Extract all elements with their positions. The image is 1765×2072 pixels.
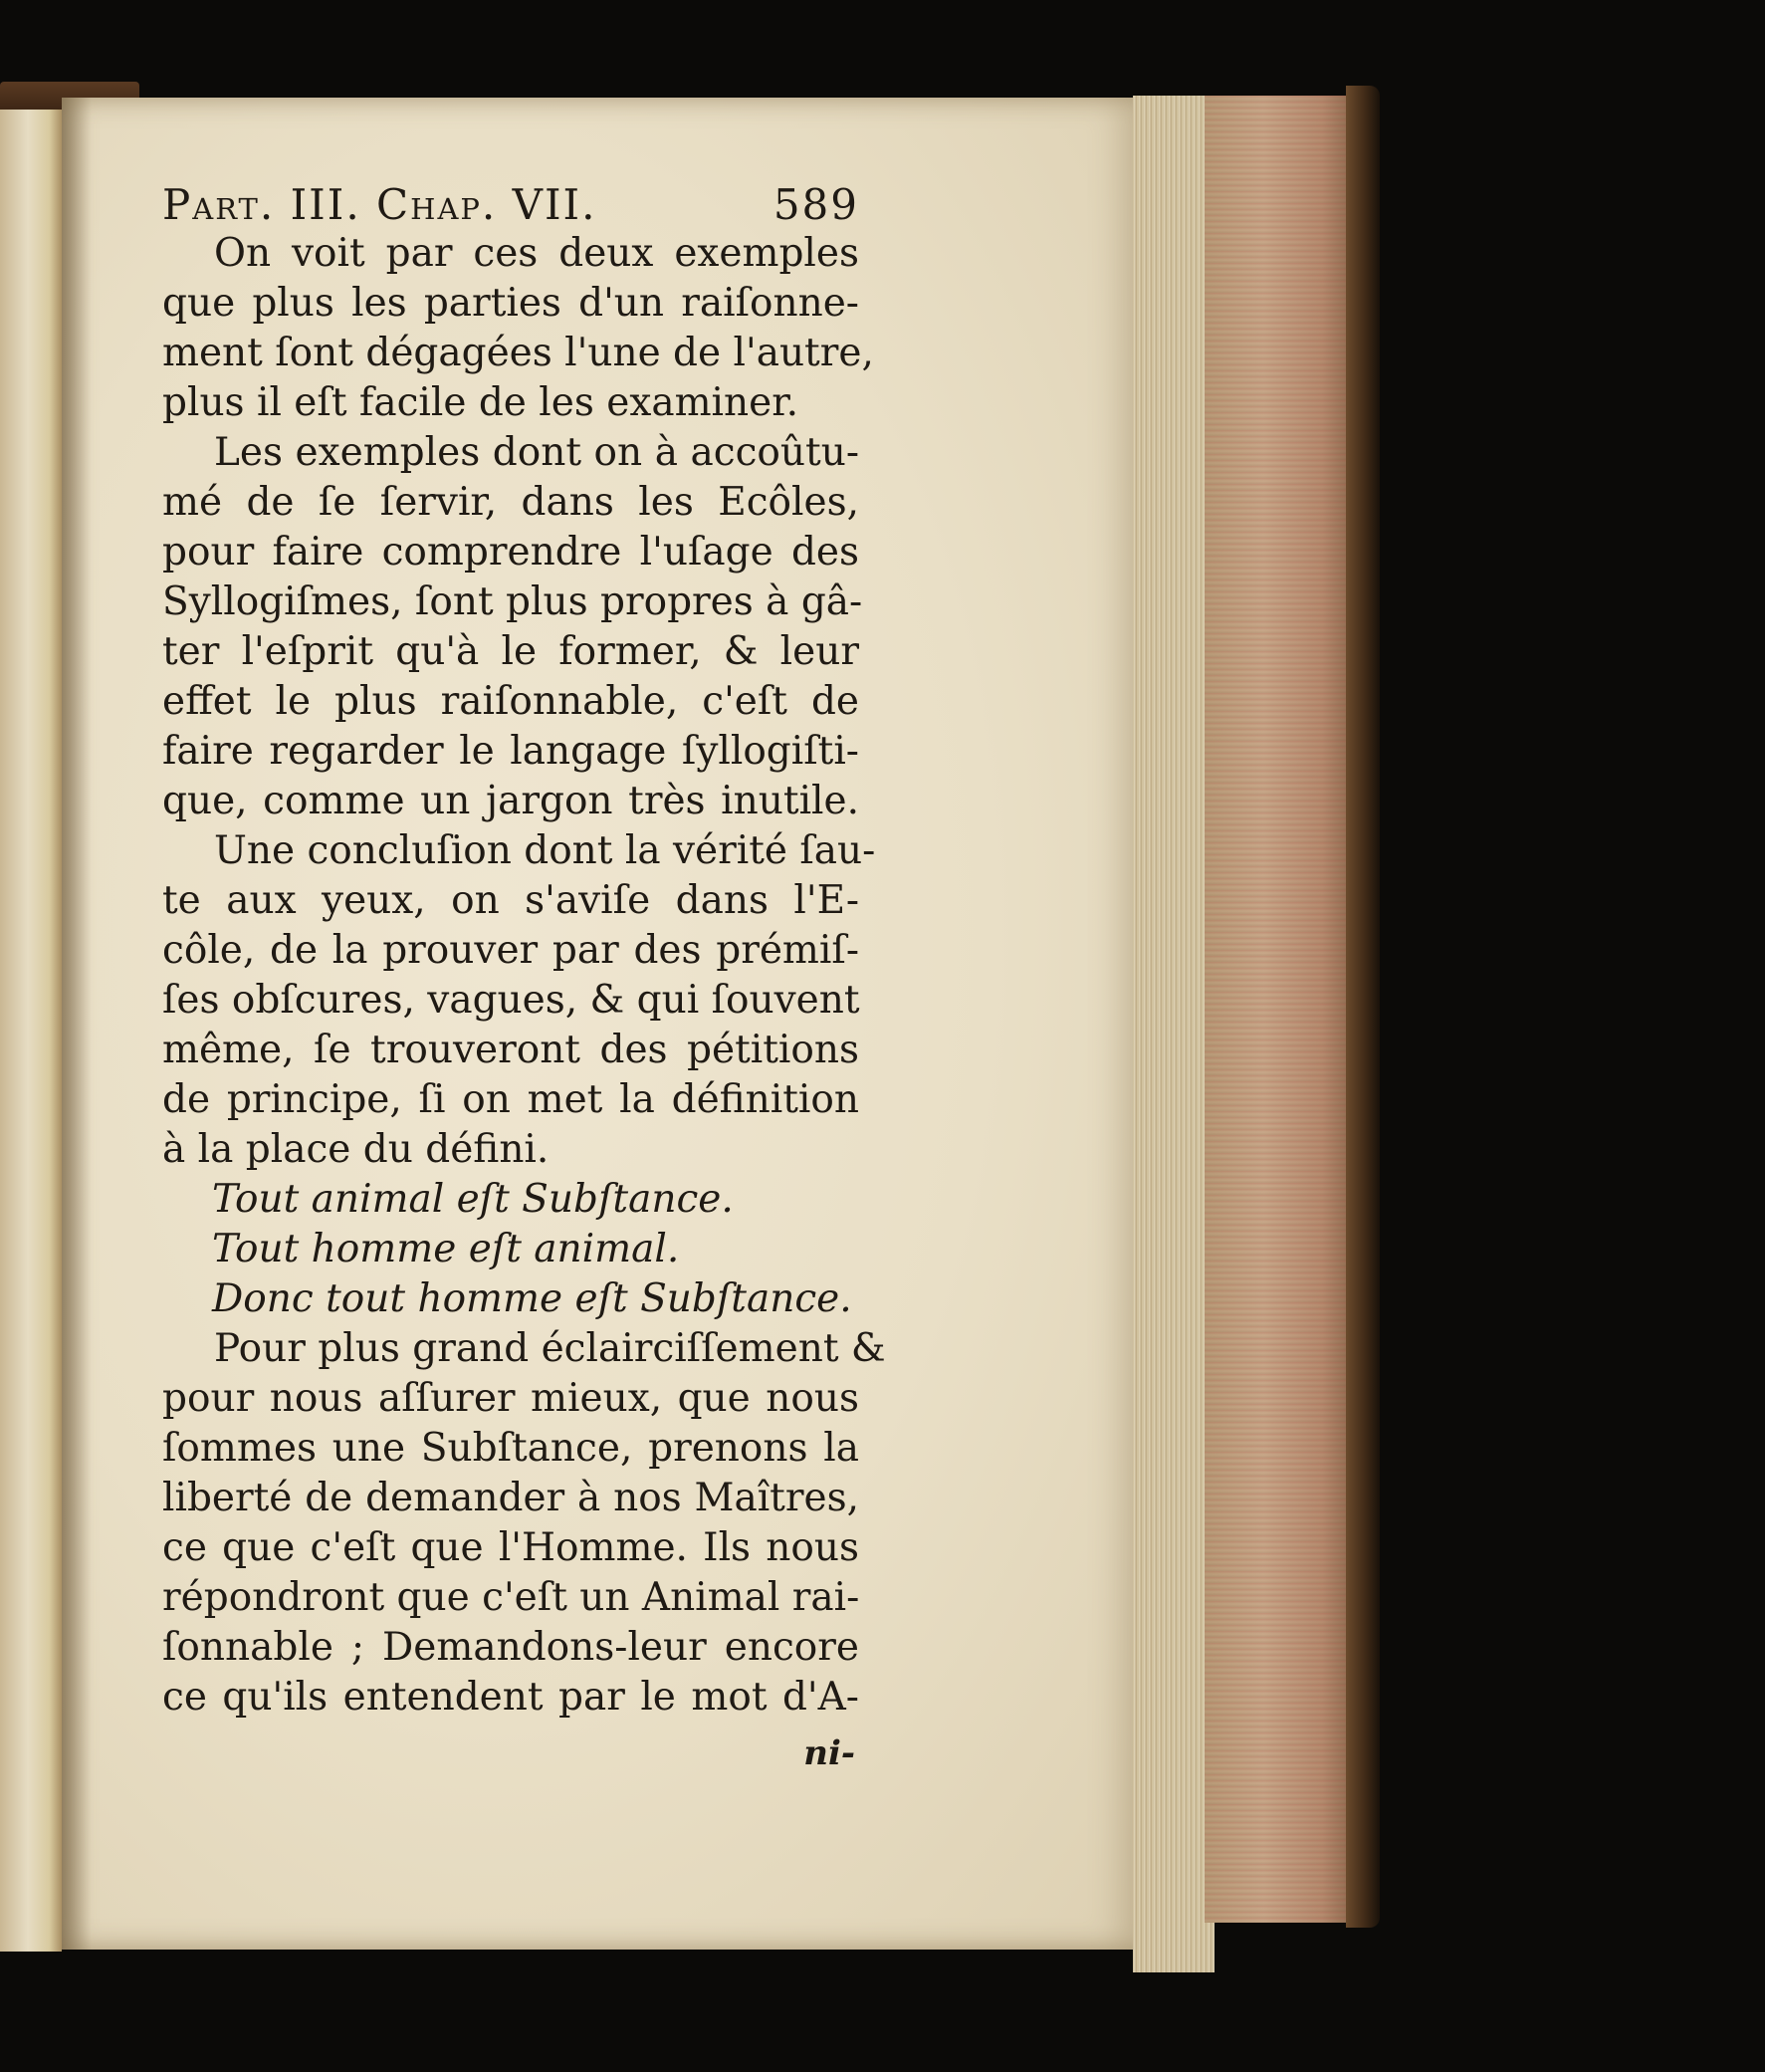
text-line: plus il eſt facile de les examiner.: [162, 380, 798, 425]
page-fore-edge: [1133, 96, 1214, 1972]
text-line: Une concluſion dont la vérité ſau-: [214, 828, 876, 873]
running-head: Part. III. Chap. VII.: [162, 180, 597, 229]
text-line: te aux yeux, on s'aviſe dans l'E-: [162, 878, 859, 923]
text-line: faire regarder le langage ſyllogiſti-: [162, 729, 859, 774]
text-line: ſes obſcures, vagues, & qui ſouvent: [162, 978, 860, 1023]
text-line: ment ſont dégagées l'une de l'autre,: [162, 331, 874, 375]
text-line: Les exemples dont on à accoûtu-: [214, 430, 859, 475]
syllogism-line: Tout animal eſt Subſtance.: [212, 1177, 734, 1222]
text-line: effet le plus raiſonnable, c'eſt de: [162, 679, 859, 724]
text-line: pour nous aſſurer mieux, que nous: [162, 1376, 859, 1421]
syllogism-line: Tout homme eſt animal.: [212, 1227, 680, 1271]
text-line: ſonnable ; Demandons-leur encore: [162, 1625, 859, 1670]
text-line: répondront que c'eſt un Animal rai-: [162, 1575, 860, 1620]
text-line: mé de ſe ſervir, dans les Ecôles,: [162, 480, 859, 525]
text-line: que plus les parties d'un raiſonne-: [162, 281, 859, 326]
text-line: ce qu'ils entendent par le mot d'A-: [162, 1675, 859, 1720]
syllogism-line: Donc tout homme eſt Subſtance.: [212, 1276, 852, 1321]
text-line: ſommes une Subſtance, prenons la: [162, 1426, 859, 1471]
page-header: [162, 177, 859, 233]
red-sprinkled-edge: [1205, 96, 1352, 1923]
text-line: ce que c'eſt que l'Homme. Ils nous: [162, 1525, 859, 1570]
text-line: côle, de la prouver par des prémiſ-: [162, 928, 859, 973]
text-line: pour faire comprendre l'uſage des: [162, 530, 859, 575]
catchword: ni-: [803, 1733, 855, 1773]
page-text: [162, 177, 886, 1778]
text-line: à la place du défini.: [162, 1127, 550, 1172]
gutter-shadow: [62, 98, 92, 1950]
text-line: de principe, ſi on met la définition: [162, 1077, 859, 1122]
page-number: 589: [772, 180, 859, 229]
text-line: liberté de demander à nos Maîtres,: [162, 1476, 859, 1520]
text-line: même, ſe trouveront des pétitions: [162, 1028, 859, 1072]
text-line: Syllogiſmes, ſont plus propres à gâ-: [162, 579, 863, 624]
text-line: que, comme un jargon très inutile.: [162, 779, 859, 823]
text-line: Pour plus grand éclairciſſement &: [214, 1326, 886, 1371]
text-line: On voit par ces deux exemples: [214, 231, 859, 276]
previous-page-edge: [0, 110, 62, 1952]
cover-edge: [1346, 86, 1380, 1928]
text-line: ter l'eſprit qu'à le former, & leur: [162, 629, 859, 674]
